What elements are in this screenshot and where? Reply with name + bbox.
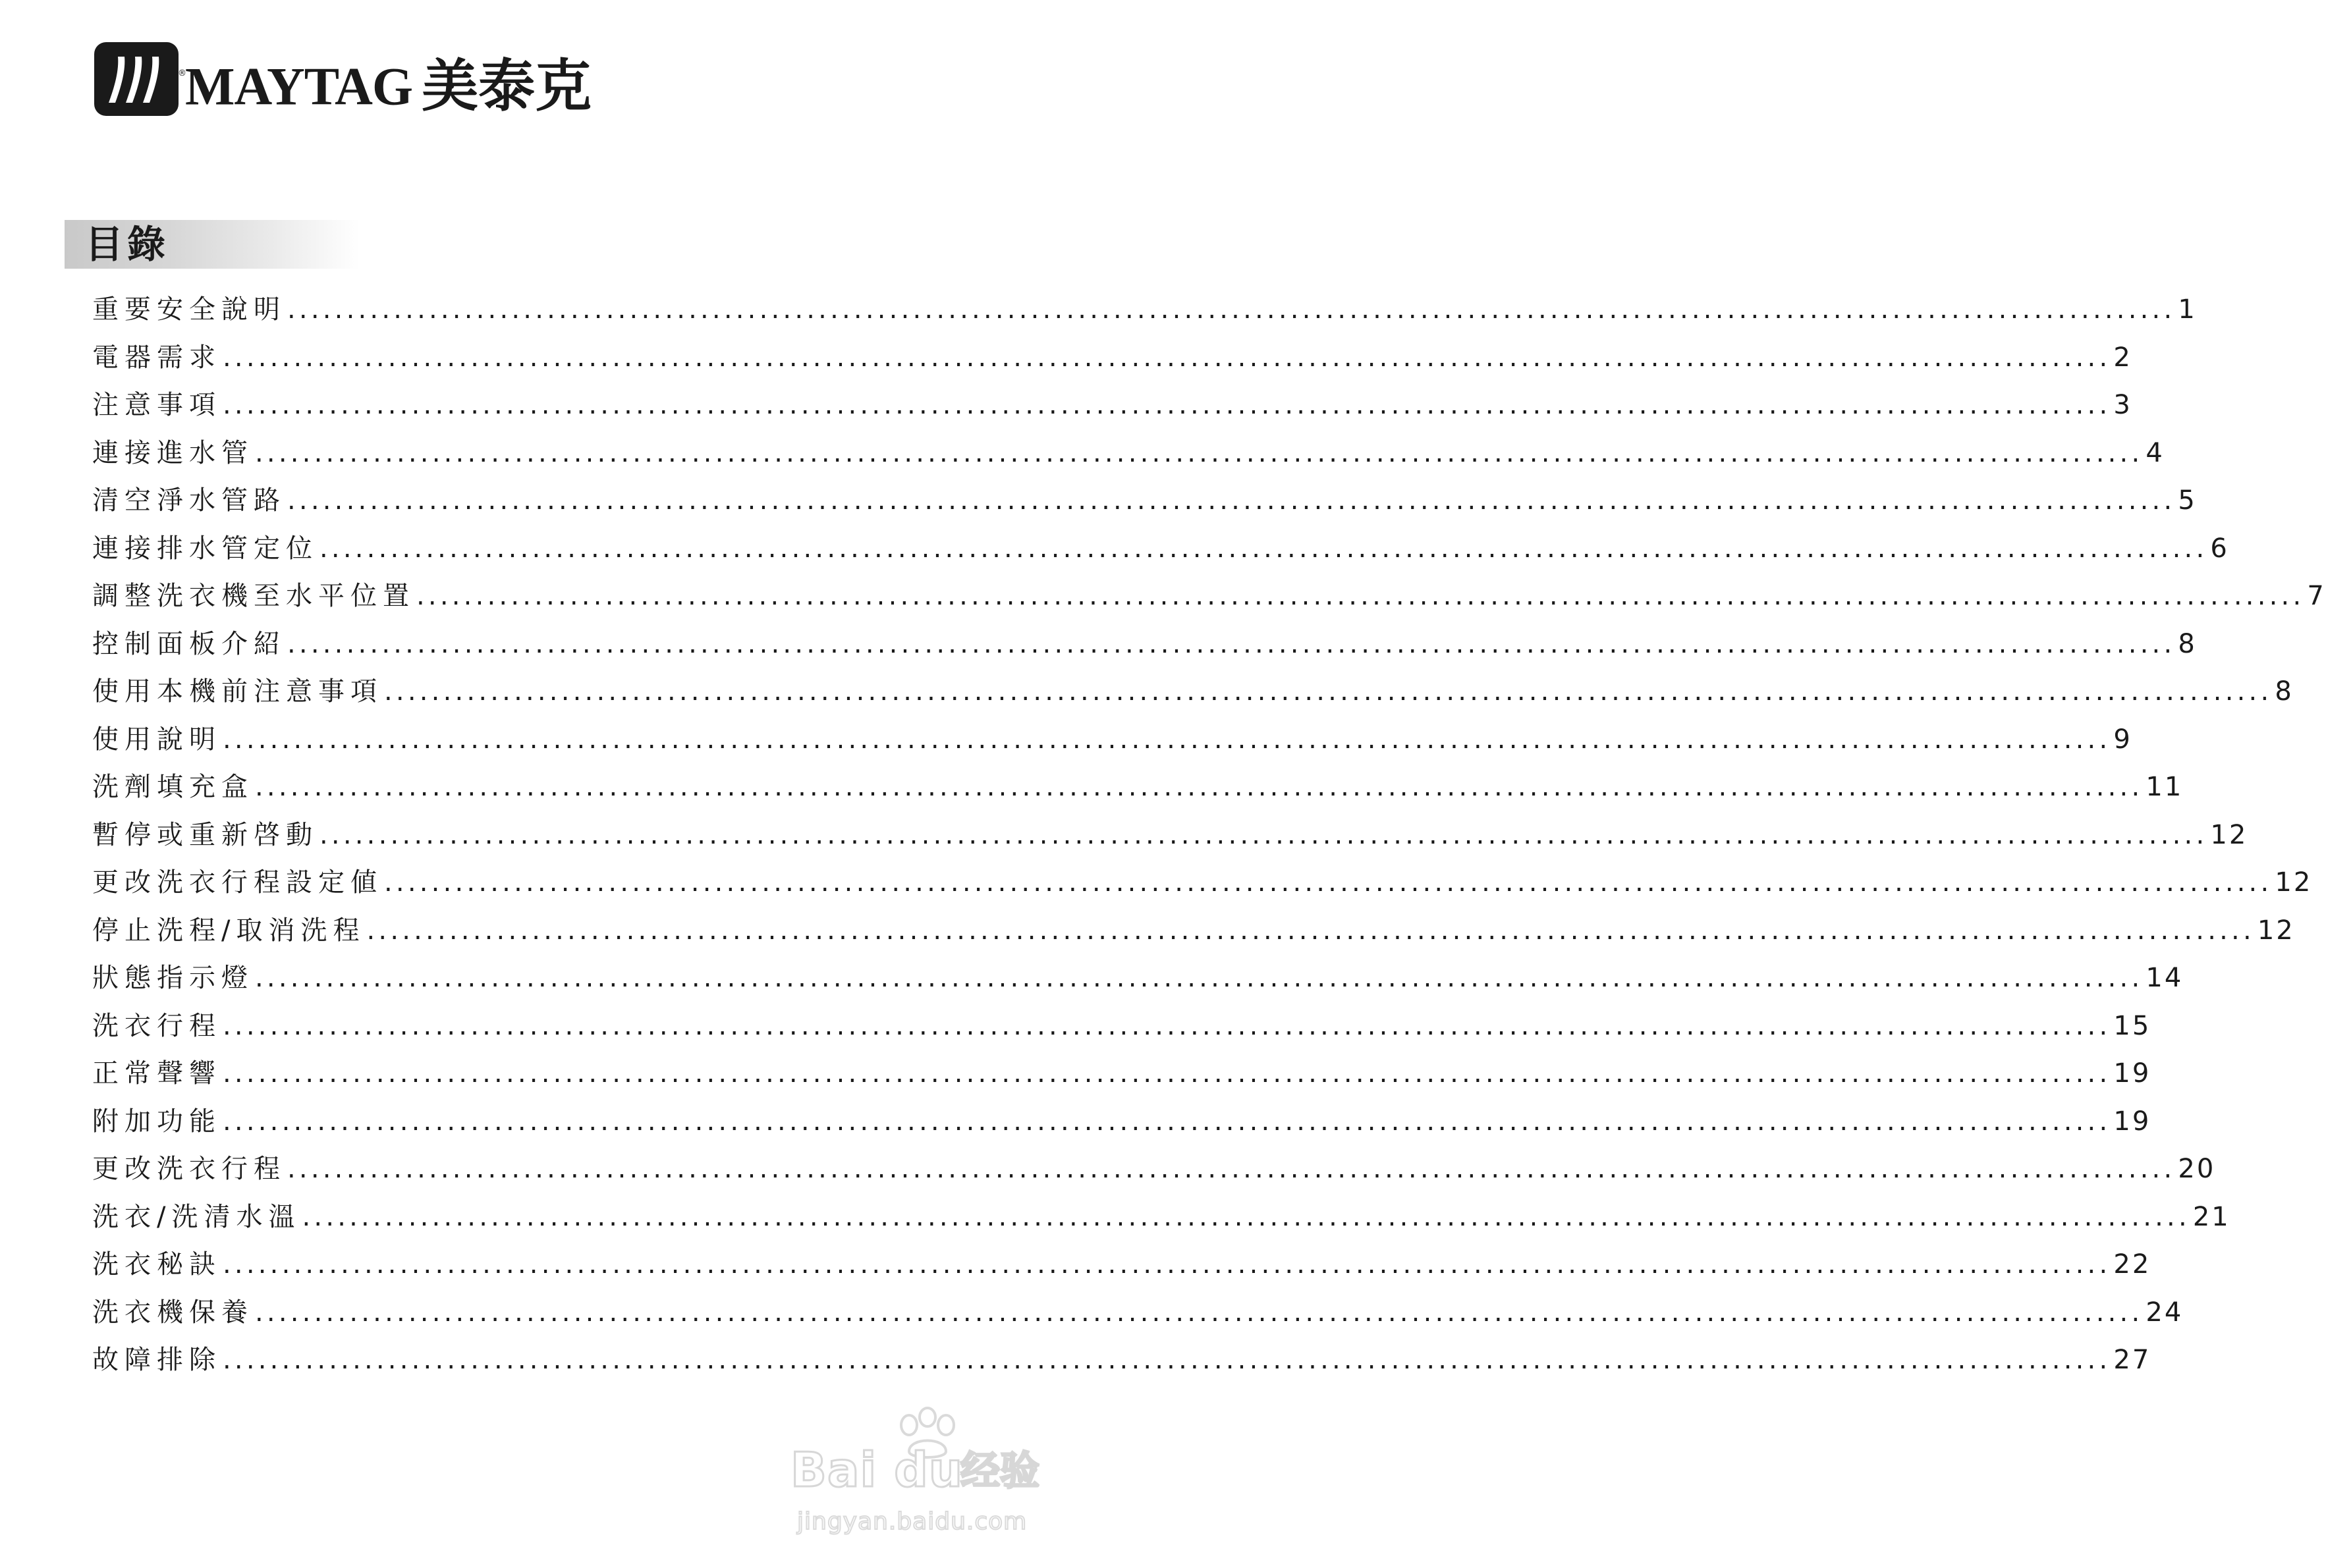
toc-entry-page-number: 20 (2178, 1154, 2216, 1184)
toc-entry-page-number: 19 (2113, 1106, 2151, 1137)
toc-entry-title: 洗衣機保養 (92, 1297, 254, 1328)
toc-entry[interactable] (92, 429, 2165, 477)
toc-entry-title: 控制面板介紹 (92, 628, 286, 659)
toc-entry-page-number: 5 (2178, 485, 2197, 516)
toc-entry-title: 洗劑填充盒 (92, 772, 254, 802)
toc-entry-page-number: 8 (2178, 628, 2197, 659)
toc-dot-leader: ................................................................................................................................................................ (319, 819, 2208, 850)
toc-dot-leader: ................................................................................................................................................................ (287, 628, 2176, 659)
toc-entry[interactable] (92, 954, 2184, 1002)
toc-dot-leader: ................................................................................................................................................................ (302, 1201, 2190, 1232)
toc-entry-title: 使用本機前注意事項 (92, 676, 383, 707)
watermark-url: jingyan.baidu.com (797, 1508, 1028, 1535)
toc-entry-title: 停止洗程/取消洗程 (92, 915, 366, 946)
toc-entry-page-number: 12 (2275, 867, 2313, 898)
toc-entry[interactable] (92, 1002, 2151, 1050)
toc-entry-title: 使用說明 (92, 724, 221, 755)
logo-chinese-name: 美泰克 (422, 53, 592, 119)
toc-entry-page-number: 3 (2113, 390, 2132, 420)
toc-entry[interactable] (92, 811, 2248, 859)
toc-entry-page-number: 12 (2257, 915, 2295, 946)
watermark (790, 1408, 1067, 1540)
toc-entry-page-number: 1 (2178, 294, 2197, 325)
toc-entry[interactable] (92, 1289, 2184, 1337)
registered-mark: ® (178, 68, 186, 78)
toc-entry[interactable] (92, 286, 2197, 334)
toc-dot-leader: ................................................................................................................................................................ (384, 867, 2273, 898)
brand-logo (94, 40, 592, 119)
toc-entry[interactable] (92, 1193, 2230, 1241)
toc-dot-leader: ................................................................................................................................................................ (255, 1297, 2144, 1328)
toc-dot-leader: ................................................................................................................................................................ (287, 485, 2176, 516)
toc-dot-leader: ................................................................................................................................................................ (366, 915, 2255, 946)
toc-entry-title: 連接進水管 (92, 437, 254, 468)
toc-entry-title: 洗衣行程 (92, 1010, 221, 1041)
toc-entry-page-number: 6 (2210, 533, 2229, 564)
toc-entry-title: 連接排水管定位 (92, 533, 318, 564)
toc-entry-page-number: 9 (2113, 724, 2132, 755)
toc-entry[interactable] (92, 1098, 2151, 1146)
toc-dot-leader: ................................................................................................................................................................ (416, 581, 2305, 611)
toc-dot-leader: ................................................................................................................................................................ (255, 772, 2144, 802)
toc-entry-page-number: 11 (2146, 772, 2184, 802)
toc-entry-title: 暫停或重新啓動 (92, 819, 318, 850)
toc-dot-leader: ................................................................................................................................................................ (287, 294, 2176, 325)
toc-entry-title: 洗衣/洗清水溫 (92, 1201, 301, 1232)
toc-dot-leader: ................................................................................................................................................................ (255, 963, 2144, 993)
toc-entry[interactable] (92, 620, 2197, 668)
table-of-contents (92, 286, 2326, 1384)
toc-entry[interactable] (92, 907, 2295, 955)
page-title: 目錄 (85, 222, 170, 267)
toc-entry-title: 重要安全說明 (92, 294, 286, 325)
toc-dot-leader: ................................................................................................................................................................ (287, 1154, 2176, 1184)
toc-entry-title: 正常聲響 (92, 1058, 221, 1089)
toc-entry[interactable] (92, 334, 2132, 382)
toc-entry-title: 電器需求 (92, 342, 221, 373)
toc-dot-leader: ................................................................................................................................................................ (223, 1249, 2111, 1280)
toc-entry[interactable] (92, 1145, 2216, 1193)
watermark-brand: Bai du (790, 1442, 964, 1498)
toc-dot-leader: ................................................................................................................................................................ (255, 437, 2144, 468)
toc-entry-title: 附加功能 (92, 1106, 221, 1137)
toc-dot-leader: ................................................................................................................................................................ (223, 390, 2111, 420)
toc-entry-page-number: 19 (2113, 1058, 2151, 1089)
toc-dot-leader: ................................................................................................................................................................ (223, 342, 2111, 373)
toc-entry-page-number: 12 (2210, 819, 2248, 850)
toc-entry[interactable] (92, 1050, 2151, 1098)
toc-entry-page-number: 27 (2113, 1345, 2151, 1375)
toc-entry[interactable] (92, 381, 2132, 429)
toc-entry-page-number: 15 (2113, 1010, 2151, 1041)
toc-entry[interactable] (92, 1336, 2151, 1384)
toc-entry-title: 洗衣秘訣 (92, 1249, 221, 1280)
maytag-logo-icon (94, 42, 179, 116)
toc-entry-title: 清空淨水管路 (92, 485, 286, 516)
toc-entry-page-number: 4 (2146, 437, 2165, 468)
toc-dot-leader: ................................................................................................................................................................ (223, 1058, 2111, 1089)
toc-entry-page-number: 2 (2113, 342, 2132, 373)
toc-entry[interactable] (92, 525, 2229, 573)
toc-dot-leader: ................................................................................................................................................................ (223, 1106, 2111, 1137)
toc-entry[interactable] (92, 477, 2197, 525)
toc-entry-page-number: 22 (2113, 1249, 2151, 1280)
toc-dot-leader: ................................................................................................................................................................ (319, 533, 2208, 564)
toc-entry-page-number: 7 (2307, 581, 2326, 611)
toc-entry-page-number: 21 (2192, 1201, 2230, 1232)
toc-dot-leader: ................................................................................................................................................................ (223, 724, 2111, 755)
toc-entry-title: 調整洗衣機至水平位置 (92, 581, 415, 611)
toc-entry[interactable] (92, 668, 2294, 716)
toc-entry-title: 更改洗衣行程設定値 (92, 867, 383, 898)
toc-dot-leader: ................................................................................................................................................................ (384, 676, 2273, 707)
toc-entry[interactable] (92, 1241, 2151, 1289)
logo-wordmark: MAYTAG (185, 57, 413, 117)
toc-entry[interactable] (92, 716, 2132, 764)
toc-entry-title: 狀態指示燈 (92, 963, 254, 993)
toc-entry-page-number: 14 (2146, 963, 2184, 993)
toc-entry[interactable] (92, 859, 2313, 907)
toc-entry[interactable] (92, 572, 2326, 620)
toc-entry-page-number: 8 (2275, 676, 2294, 707)
toc-dot-leader: ................................................................................................................................................................ (223, 1010, 2111, 1041)
watermark-brand-chinese: 经验 (960, 1448, 1039, 1494)
toc-entry-title: 故障排除 (92, 1345, 221, 1375)
toc-dot-leader: ................................................................................................................................................................ (223, 1345, 2111, 1375)
toc-entry-page-number: 24 (2146, 1297, 2184, 1328)
toc-entry-title: 更改洗衣行程 (92, 1154, 286, 1184)
toc-entry-title: 注意事項 (92, 390, 221, 420)
toc-entry[interactable] (92, 763, 2184, 811)
